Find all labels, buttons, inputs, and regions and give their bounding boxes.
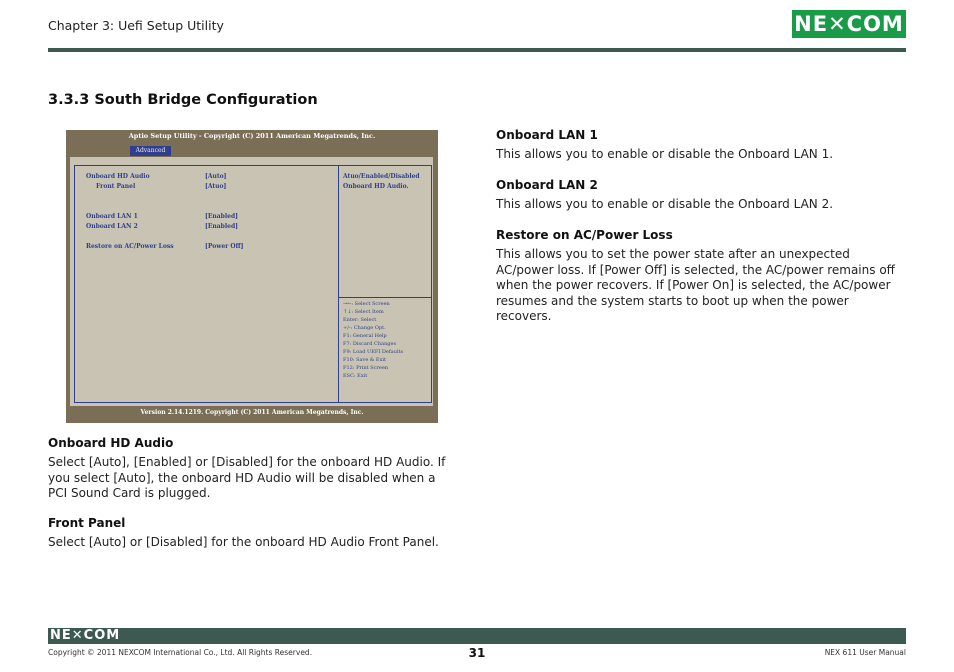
bios-help-pane <box>338 165 432 403</box>
restore-text: This allows you to set the power state after an unexpected AC/power loss. If [Power Off] is selected, the AC/power remains off when the power recovers. If [Power On] is selected, the AC/power resumes and the system starts to boot up when the power recovers. <box>496 247 895 323</box>
bios-key-hint: Enter: Select <box>343 317 377 323</box>
bios-help-line: Atuo/Enabled/Disabled <box>343 173 420 180</box>
bios-panel <box>70 157 433 406</box>
lan1-heading: Onboard LAN 1 <box>496 128 598 142</box>
bios-key-hint: F7: Discard Changes <box>343 341 397 347</box>
front-panel-heading: Front Panel <box>48 516 126 530</box>
bios-item-value: [Atuo] <box>205 183 227 190</box>
footer-square-icon <box>892 637 898 643</box>
bios-help-line: Onboard HD Audio. <box>343 183 409 190</box>
hd-audio-heading: Onboard HD Audio <box>48 436 174 450</box>
lan1-text: This allows you to enable or disable the Onboard LAN 1. <box>496 147 834 161</box>
bios-key-hint: ESC: Exit <box>343 373 368 379</box>
bios-item-label: Onboard HD Audio <box>86 173 150 180</box>
bios-key-hint: +/-: Change Opt. <box>343 325 386 331</box>
bios-key-hint: F12: Print Screen <box>343 365 389 371</box>
bios-item-label: Restore on AC/Power Loss <box>86 243 174 250</box>
footer-square-icon <box>892 629 898 635</box>
footer-square-icon <box>900 637 906 643</box>
bios-help-divider <box>339 297 431 298</box>
bios-footer: Version 2.14.1219. Copyright (C) 2011 American Megatrends, Inc. <box>140 409 364 416</box>
bios-item-label: Onboard LAN 2 <box>86 223 138 230</box>
bios-key-hint: F9: Load UEFI Defaults <box>343 349 404 355</box>
lan2-text: This allows you to enable or disable the Onboard LAN 2. <box>496 197 834 211</box>
bios-item-label: Front Panel <box>96 183 136 190</box>
bios-key-hint: →←: Select Screen <box>343 301 390 307</box>
bios-item-value: [Power Off] <box>205 243 244 250</box>
bios-key-hint: ↑↓: Select Item <box>343 309 384 315</box>
bios-key-hint: F1: General Help <box>343 333 387 339</box>
bios-key-hint: F10: Save & Exit <box>343 357 387 363</box>
page-number: 31 <box>468 646 486 660</box>
restore-heading: Restore on AC/Power Loss <box>496 228 673 242</box>
bios-item-value: [Enabled] <box>205 223 238 230</box>
bios-tab-advanced: Advanced <box>130 146 171 156</box>
footer-logo: NE✕COM <box>50 628 121 643</box>
copyright-text: Copyright © 2011 NEXCOM International Co., Ltd. All Rights Reserved. <box>48 648 313 657</box>
bios-screenshot <box>66 130 438 423</box>
bios-item-value: [Auto] <box>205 173 227 180</box>
chapter-title: Chapter 3: Uefi Setup Utility <box>48 18 224 33</box>
bios-settings-pane <box>74 165 339 403</box>
header-rule <box>48 48 906 52</box>
section-title: 3.3.3 South Bridge Configuration <box>48 92 318 108</box>
front-panel-text: Select [Auto] or [Disabled] for the onboard HD Audio Front Panel. <box>48 535 439 549</box>
nexcom-logo: NE✕COM <box>792 10 906 38</box>
bios-item-label: Onboard LAN 1 <box>86 213 138 220</box>
hd-audio-text: Select [Auto], [Enabled] or [Disabled] for the onboard HD Audio. If you select [Auto], the onboard HD Audio will be disabled when a PCI Sound Card is plugged. <box>48 455 446 500</box>
bios-item-value: [Enabled] <box>205 213 238 220</box>
footer-bar <box>48 628 906 644</box>
bios-title: Aptio Setup Utility - Copyright (C) 2011 American Megatrends, Inc. <box>128 132 376 140</box>
lan2-heading: Onboard LAN 2 <box>496 178 598 192</box>
manual-title: NEX 611 User Manual <box>824 648 906 657</box>
